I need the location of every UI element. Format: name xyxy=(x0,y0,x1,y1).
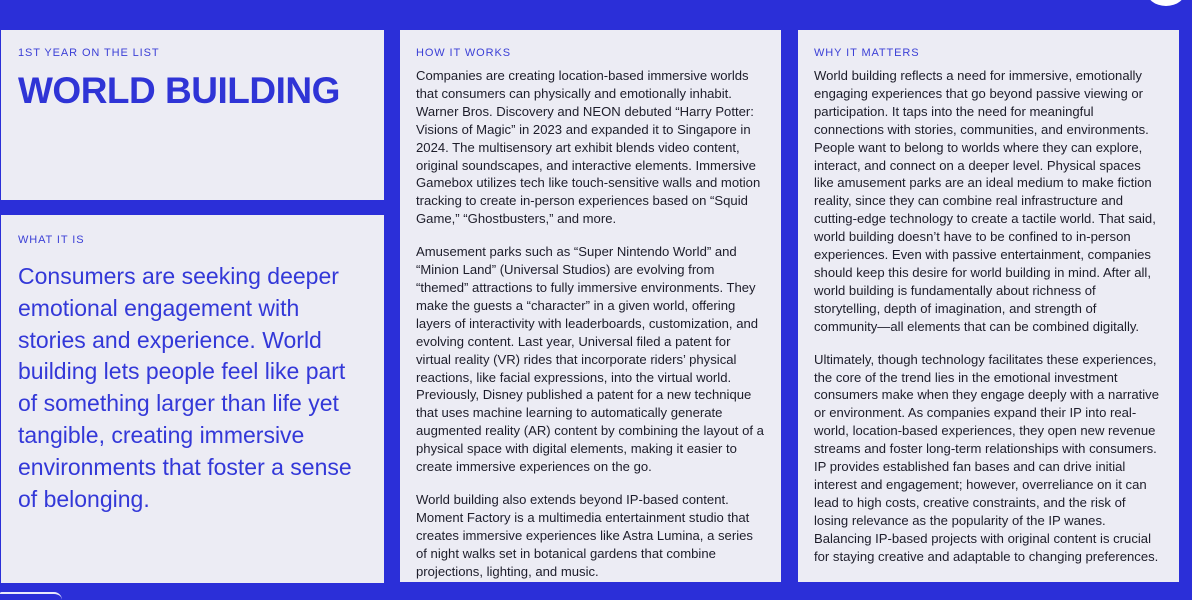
what-it-is-text: Consumers are seeking deeper emotional engagement with stories and experience. World building lets people feel like part of something larger than life yet tangible, creating immersive environments that foster a sense of belonging. xyxy=(18,263,352,512)
how-it-works-paragraph-1: Companies are creating location-based immersive worlds that consumers can physically and emotionally inhabit. Warner Bros. Discovery and NEON debuted “Harry Potter: Visions of Magic” in 2023 and expanded it to Singapore in 2024. The multisensory art exhibit blends video content, original soundscapes, and interactive elements. Immersive Gamebox utilizes tech like touch-sensitive walls and motion tracking to create in-person experiences based on “Squid Game,” “Ghostbusters,” and more. xyxy=(416,68,761,227)
title-eyebrow: 1ST YEAR ON THE LIST xyxy=(18,47,160,59)
decorative-circle xyxy=(1146,0,1186,6)
why-it-matters-card xyxy=(798,30,1179,582)
corner-logo-mark xyxy=(0,592,62,600)
why-it-matters-paragraph-1: World building reflects a need for immersive, emotionally engaging experiences that go beyond passive viewing or participation. It taps into the need for meaningful connections with stories, communities, and environments. People want to belong to worlds where they can explore, interact, and connect on a deeper level. Physical spaces like amusement parks are an ideal medium to make fiction reality, since they can combine real infrastructure and cutting-edge technology to create a tactile world. That said, world building doesn’t have to be confined to in-person experiences. Even with passive entertainment, companies should keep this desire for world building in mind. After all, world building is fundamentally about richness of storytelling, depth of imagination, and strength of community—all elements that can be combined digitally. xyxy=(814,68,1156,334)
what-it-is-card xyxy=(1,215,384,583)
title-card xyxy=(1,30,384,200)
page-title: WORLD BUILDING xyxy=(18,70,340,111)
how-it-works-label: HOW IT WORKS xyxy=(416,47,511,59)
why-it-matters-label: WHY IT MATTERS xyxy=(814,47,920,59)
why-it-matters-paragraph-2: Ultimately, though technology facilitates these experiences, the core of the trend lies in the emotional investment consumers make when they engage deeply with a narrative or environment. As companies expand their IP into real-world, location-based experiences, they open new revenue streams and foster long-term relationships with consumers. IP provides established fan bases and can drive initial interest and engagement; however, overreliance on it can lead to high costs, creative constraints, and the risk of losing relevance as the popularity of the IP wanes. Balancing IP-based projects with original content is crucial for staying creative and adaptable to changing preferences. xyxy=(814,351,1159,564)
what-it-is-label: WHAT IT IS xyxy=(18,234,85,246)
how-it-works-paragraph-3: World building also extends beyond IP-based content. Moment Factory is a multimedia entertainment studio that creates immersive experiences like Astra Lumina, a series of night walks set in botanical gardens that combine projections, lighting, and music. xyxy=(416,491,753,579)
how-it-works-paragraph-2: Amusement parks such as “Super Nintendo World” and “Minion Land” (Universal Studios) are evolving from “themed” attractions to fully immersive environments. They make the guests a “character” in a given world, offering layers of interactivity with leaderboards, customization, and evolving content. Last year, Universal filed a patent for virtual reality (VR) rides that incorporate riders’ physical reactions, like facial expressions, into the virtual world. Previously, Disney published a patent for a new technique that uses machine learning to automatically generate augmented reality (AR) content by combining the layout of a physical space with digital elements, making it easier to create immersive experiences on the go. xyxy=(416,244,764,475)
how-it-works-card xyxy=(400,30,781,582)
